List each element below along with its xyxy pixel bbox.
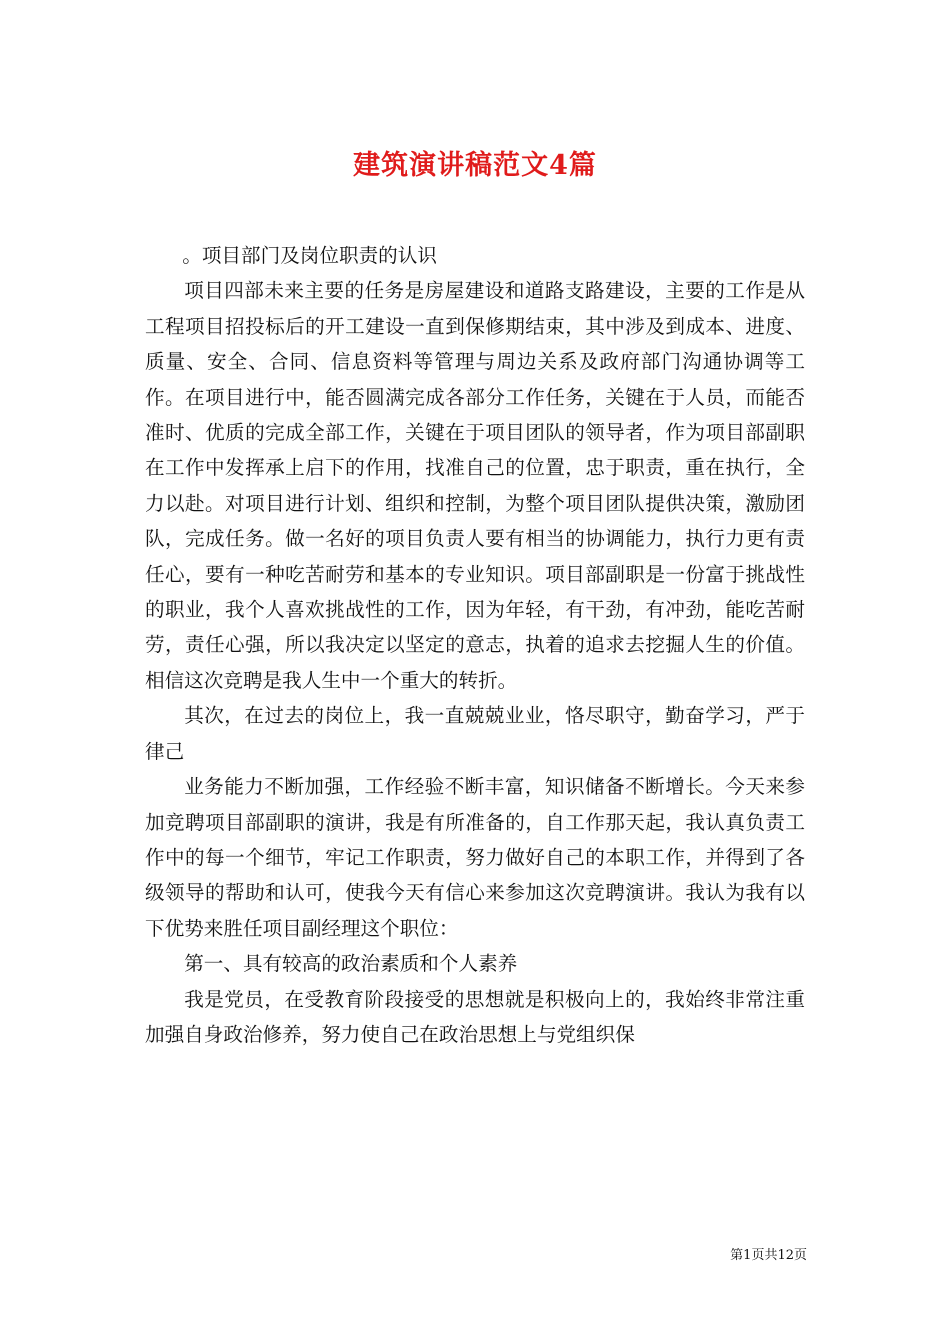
- page-footer: 第1页共12页: [730, 1248, 807, 1263]
- body-paragraph: 我是党员，在受教育阶段接受的思想就是积极向上的，我始终非常注重加强自身政治修养，努力使自己在政治思想上与党组织保: [145, 987, 805, 1046]
- body-paragraph: 其次，在过去的岗位上，我一直兢兢业业，恪尽职守，勤奋学习，严于律己: [145, 704, 805, 763]
- document-body: [145, 238, 805, 1052]
- body-paragraph: 项目四部未来主要的任务是房屋建设和道路支路建设，主要的工作是从工程项目招投标后的开工建设一直到保修期结束，其中涉及到成本、进度、质量、安全、合同、信息资料等管理与周边关系及政府部门沟通协调等工作。在项目进行中，能否圆满完成各部分工作任务，关键在于人员，而能否准时、优质的完成全部工作，关键在于项目团队的领导者，作为项目部副职在工作中发挥承上启下的作用，找准自己的位置，忠于职责，重在执行，全力以赴。对项目进行计划、组织和控制，为整个项目团队提供决策，激励团队，完成任务。做一名好的项目负责人要有相当的协调能力，执行力更有责任心，要有一种吃苦耐劳和基本的专业知识。项目部副职是一份富于挑战性的职业，我个人喜欢挑战性的工作，因为年轻，有干劲，有冲劲，能吃苦耐劳，责任心强，所以我决定以坚定的意志，执着的追求去挖掘人生的价值。相信这次竞聘是我人生中一个重大的转折。: [145, 279, 805, 692]
- subsection-heading-paragraph: 第一、具有较高的政治素质和个人素养: [184, 952, 518, 976]
- page-title: 建筑演讲稿范文4篇: [353, 150, 597, 182]
- section-heading-paragraph: 。项目部门及岗位职责的认识: [182, 244, 437, 267]
- body-paragraph: 业务能力不断加强，工作经验不断丰富，知识储备不断增长。今天来参加竞聘项目部副职的演讲，我是有所准备的，自工作那天起，我认真负责工作中的每一个细节，牢记工作职责，努力做好自己的本职工作，并得到了各级领导的帮助和认可，使我今天有信心来参加这次竞聘演讲。我认为我有以下优势来胜任项目副经理这个职位：: [145, 775, 805, 940]
